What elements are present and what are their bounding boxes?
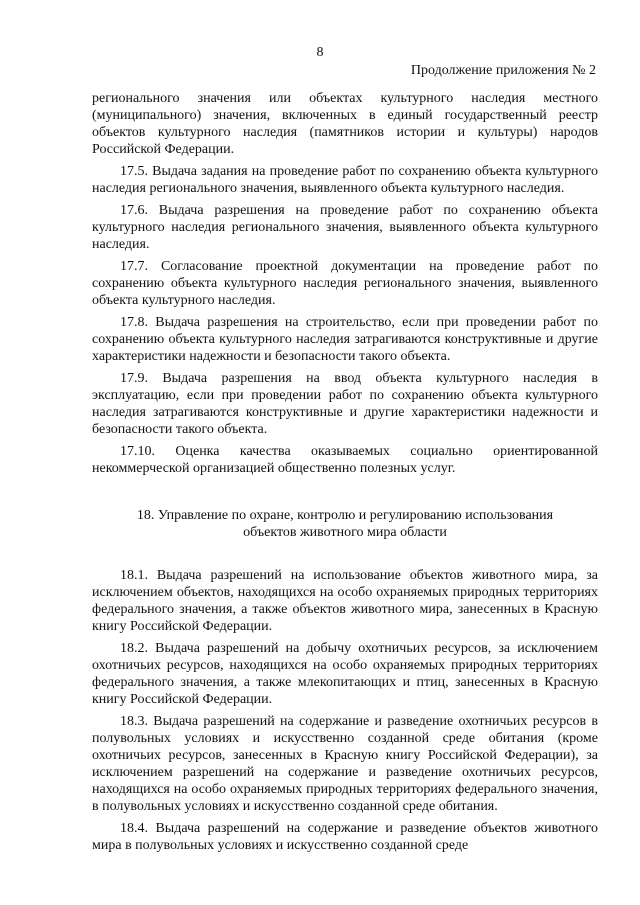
paragraph-continued: регионального значения или объектах культурного наследия местного (муниципального) значения, включенных в единый государственный реестр объектов культурного наследия (памятников истории и культуры) народов Российской Федерации. bbox=[92, 91, 598, 157]
page-number: 8 bbox=[316, 45, 324, 60]
paragraph-17-5: 17.5. Выдача задания на проведение работ по сохранению объекта культурного наследия регионального значения, выявленного объекта культурного наследия. bbox=[92, 164, 598, 196]
paragraph-17-8: 17.8. Выдача разрешения на строительство, если при проведении работ по сохранению объекта культурного наследия затрагиваются конструктивные и другие характеристики надежности и безопасности такого объекта. bbox=[92, 315, 598, 364]
paragraph-17-10: 17.10. Оценка качества оказываемых социально ориентированной некоммерческой организацией общественно полезных услуг. bbox=[92, 444, 598, 476]
section-heading bbox=[92, 507, 598, 541]
paragraph-18-4: 18.4. Выдача разрешений на содержание и разведение объектов животного мира в полувольных условиях и искусственно созданной среде bbox=[92, 821, 598, 853]
appendix-continuation-label: Продолжение приложения № 2 bbox=[410, 63, 596, 78]
section-heading-line-2: объектов животного мира области bbox=[243, 525, 447, 540]
section-heading-line-1: 18. Управление по охране, контролю и регулированию использования bbox=[136, 508, 554, 523]
paragraph-18-1: 18.1. Выдача разрешений на использование объектов животного мира, за исключением объектов, находящихся на особо охраняемых природных территориях федерального значения, а также объектов животного мира, занесенных в Красную книгу Российской Федерации. bbox=[92, 568, 598, 634]
paragraph-17-6: 17.6. Выдача разрешения на проведение работ по сохранению объекта культурного наследия регионального значения, выявленного объекта культурного наследия. bbox=[92, 203, 598, 252]
paragraph-18-3: 18.3. Выдача разрешений на содержание и разведение охотничьих ресурсов в полувольных условиях и искусственно созданной среде обитания (кроме охотничьих ресурсов, занесенных в Красную книгу Российской Федерации), за исключением разрешений на содержание и разведение охотничьих ресурсов, находящихся на особо охраняемых природных территориях федерального значения, в полувольных условиях и искусственно созданной среде обитания. bbox=[92, 714, 598, 814]
paragraph-18-2: 18.2. Выдача разрешений на добычу охотничьих ресурсов, за исключением охотничьих ресурсов, находящихся на особо охраняемых природных территориях федерального значения, а также млекопитающих и птиц, занесенных в Красную книгу Российской Федерации. bbox=[92, 641, 598, 707]
paragraph-17-9: 17.9. Выдача разрешения на ввод объекта культурного наследия в эксплуатацию, если при проведении работ по сохранению объекта культурного наследия затрагиваются конструктивные и другие характеристики надежности и безопасности такого объекта. bbox=[92, 371, 598, 437]
paragraph-17-7: 17.7. Согласование проектной документации на проведение работ по сохранению объекта культурного наследия регионального значения, выявленного объекта культурного наследия. bbox=[92, 259, 598, 308]
document-body bbox=[92, 90, 598, 859]
